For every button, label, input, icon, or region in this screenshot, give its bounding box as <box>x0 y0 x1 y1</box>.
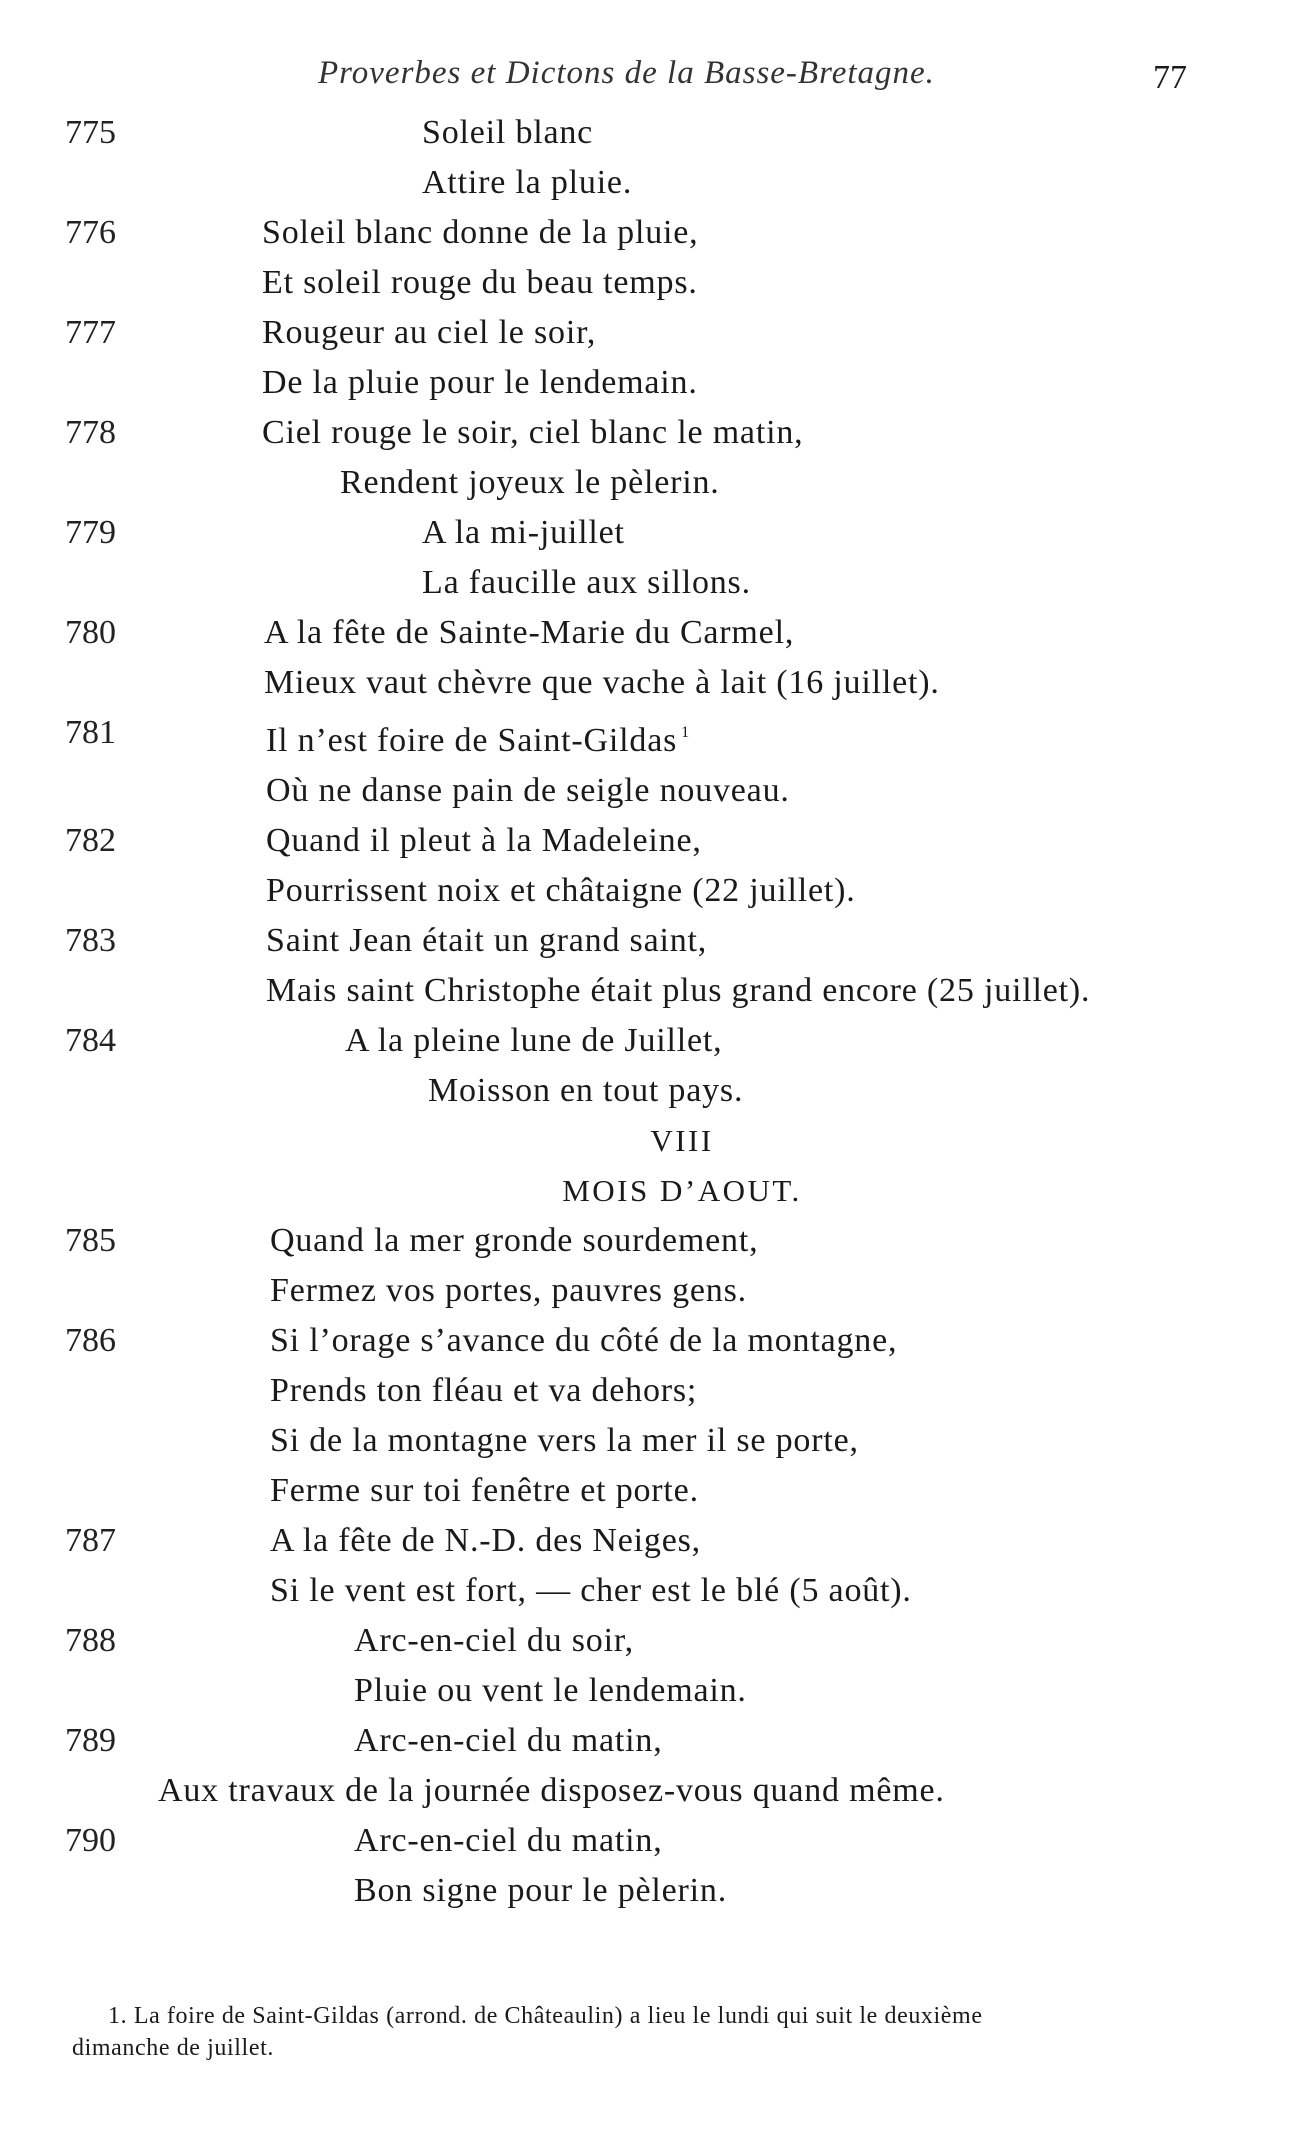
proverb-line: Où ne danse pain de seigle nouveau. <box>266 772 790 809</box>
footnote <box>72 2000 1232 2064</box>
proverb-list <box>0 108 1294 1916</box>
proverb-entry <box>0 1816 1294 1916</box>
proverb-line: A la mi-juillet <box>422 514 625 551</box>
footnote-reference: 1 <box>681 724 690 741</box>
proverb-number: 787 <box>65 1522 116 1559</box>
page-header <box>0 55 1294 105</box>
proverb-number: 776 <box>65 214 116 251</box>
proverb-number: 784 <box>65 1022 116 1059</box>
proverb-line: Arc-en-ciel du matin, <box>354 1722 663 1759</box>
proverb-line: Si l’orage s’avance du côté de la montagne, <box>270 1322 898 1359</box>
proverb-entry <box>0 308 1294 408</box>
proverb-line: A la fête de Sainte-Marie du Carmel, <box>264 614 795 651</box>
proverb-line: Quand il pleut à la Madeleine, <box>266 822 702 859</box>
proverb-line: Prends ton fléau et va dehors; <box>270 1372 698 1409</box>
proverb-line: Fermez vos portes, pauvres gens. <box>270 1272 747 1309</box>
proverb-line: Pluie ou vent le lendemain. <box>354 1672 747 1709</box>
proverb-entry <box>0 108 1294 208</box>
proverb-line: Soleil blanc donne de la pluie, <box>262 214 699 251</box>
proverb-number: 781 <box>65 714 116 751</box>
proverb-text: Il n’est foire de Saint-Gildas <box>266 722 678 759</box>
proverb-entry <box>0 208 1294 308</box>
proverb-line: Pourrissent noix et châtaigne (22 juillet). <box>266 872 856 909</box>
proverb-entry <box>0 1516 1294 1616</box>
proverb-entry <box>0 816 1294 916</box>
proverb-entry <box>0 708 1294 816</box>
proverb-line: Arc-en-ciel du soir, <box>354 1622 634 1659</box>
proverb-line: Si le vent est fort, — cher est le blé (5 août). <box>270 1572 912 1609</box>
proverb-number: 780 <box>65 614 116 651</box>
proverb-line: Saint Jean était un grand saint, <box>266 922 708 959</box>
proverb-line: Si de la montagne vers la mer il se porte, <box>270 1422 859 1459</box>
footnote-line: dimanche de juillet. <box>72 2035 274 2061</box>
proverb-number: 782 <box>65 822 116 859</box>
page-number: 77 <box>1153 59 1187 96</box>
proverb-entry <box>0 608 1294 708</box>
proverb-number: 790 <box>65 1822 116 1859</box>
proverb-entry <box>0 916 1294 1016</box>
proverb-number: 785 <box>65 1222 116 1259</box>
proverb-line: Mais saint Christophe était plus grand encore (25 juillet). <box>266 972 1091 1009</box>
proverb-number: 779 <box>65 514 116 551</box>
proverb-line: Attire la pluie. <box>422 164 633 201</box>
proverb-line: Ciel rouge le soir, ciel blanc le matin, <box>262 414 804 451</box>
proverb-line: Rendent joyeux le pèlerin. <box>340 464 720 501</box>
proverb-number: 788 <box>65 1622 116 1659</box>
proverb-entry <box>0 1216 1294 1316</box>
footnote-mark: 1. <box>108 2003 128 2029</box>
proverb-line: A la pleine lune de Juillet, <box>345 1022 723 1059</box>
proverb-entry <box>0 1616 1294 1716</box>
proverb-line: Et soleil rouge du beau temps. <box>262 264 698 301</box>
proverb-line: Arc-en-ciel du matin, <box>354 1822 663 1859</box>
section-numeral: VIII <box>650 1123 714 1158</box>
running-title: Proverbes et Dictons de la Basse-Bretagne. <box>318 55 935 91</box>
proverb-line: Quand la mer gronde sourdement, <box>270 1222 759 1259</box>
proverb-entry <box>0 408 1294 508</box>
proverb-line: Rougeur au ciel le soir, <box>262 314 597 351</box>
proverb-line <box>0 708 1294 766</box>
proverb-entry <box>0 508 1294 608</box>
proverb-line: De la pluie pour le lendemain. <box>262 364 698 401</box>
proverb-line: A la fête de N.-D. des Neiges, <box>270 1522 701 1559</box>
footnote-text: La foire de Saint-Gildas (arrond. de Châteaulin) a lieu le lundi qui suit le deuxième <box>133 2003 983 2029</box>
proverb-entry <box>0 1316 1294 1516</box>
proverb-line: Moisson en tout pays. <box>428 1072 744 1109</box>
proverb-number: 777 <box>65 314 116 351</box>
proverb-entry <box>0 1716 1294 1816</box>
proverb-entry <box>0 1016 1294 1116</box>
proverb-line: La faucille aux sillons. <box>422 564 751 601</box>
footnote-line <box>72 2000 1232 2032</box>
proverb-number: 775 <box>65 114 116 151</box>
proverb-number: 783 <box>65 922 116 959</box>
proverb-line: Mieux vaut chèvre que vache à lait (16 juillet). <box>264 664 940 701</box>
proverb-line: Ferme sur toi fenêtre et porte. <box>270 1472 699 1509</box>
proverb-line: Bon signe pour le pèlerin. <box>354 1872 728 1909</box>
proverb-number: 786 <box>65 1322 116 1359</box>
proverb-number: 789 <box>65 1722 116 1759</box>
proverb-line: Aux travaux de la journée disposez-vous quand même. <box>158 1772 945 1809</box>
proverb-number: 778 <box>65 414 116 451</box>
section-title: MOIS D’AOUT. <box>562 1173 802 1208</box>
proverb-line: Soleil blanc <box>422 114 594 151</box>
